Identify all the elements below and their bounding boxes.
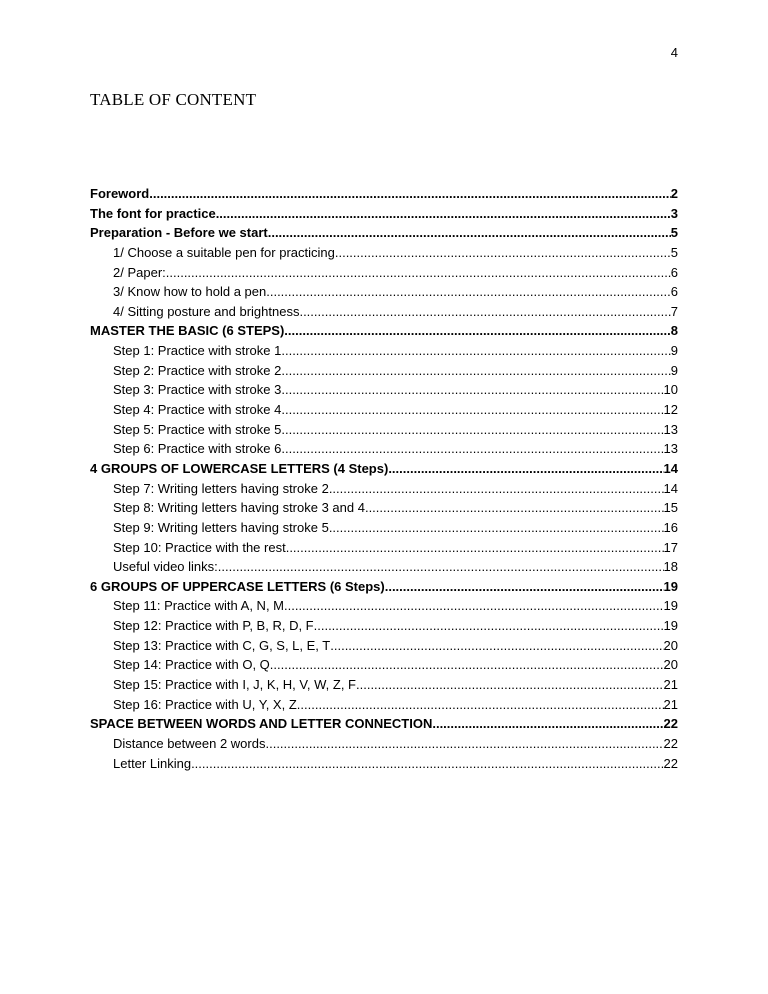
toc-entry-page-number: 13	[663, 421, 678, 437]
toc-entry-title: Step 7: Writing letters having stroke 2	[113, 480, 329, 496]
toc-subsection-entry[interactable]	[90, 695, 678, 715]
toc-dot-leader	[281, 420, 663, 440]
toc-dot-leader	[388, 459, 663, 479]
toc-subsection-entry[interactable]	[90, 498, 678, 518]
toc-entry-title: MASTER THE BASIC (6 STEPS)	[90, 323, 285, 339]
toc-subsection-entry[interactable]	[90, 400, 678, 420]
toc-dot-leader	[284, 596, 664, 616]
toc-entry-title: Foreword	[90, 186, 150, 201]
toc-subsection-entry[interactable]	[90, 439, 678, 459]
toc-section-entry[interactable]	[90, 714, 678, 734]
toc-subsection-entry[interactable]	[90, 302, 678, 322]
toc-dot-leader	[218, 557, 664, 577]
toc-entry-page-number: 14	[663, 460, 678, 476]
toc-entry-title: Step 9: Writing letters having stroke 5	[113, 519, 329, 535]
toc-entry-title: 1/ Choose a suitable pen for practicing	[113, 244, 335, 260]
toc-entry-title: 2/ Paper:	[113, 264, 166, 280]
toc-entry-title: Preparation - Before we start	[90, 225, 268, 241]
toc-entry-title: Step 2: Practice with stroke 2	[113, 362, 282, 378]
toc-entry-page-number: 22	[663, 755, 678, 771]
toc-entry-page-number: 8	[670, 323, 678, 339]
toc-entry-page-number: 9	[670, 343, 678, 359]
toc-section-entry[interactable]	[90, 321, 678, 341]
toc-dot-leader	[314, 616, 664, 636]
toc-subsection-entry[interactable]	[90, 557, 678, 577]
toc-entry-title: 4/ Sitting posture and brightness	[113, 303, 300, 319]
toc-subsection-entry[interactable]	[90, 479, 678, 499]
toc-section-entry[interactable]	[90, 204, 678, 224]
toc-entry-page-number: 6	[670, 284, 678, 300]
toc-entry-title: 6 GROUPS OF UPPERCASE LETTERS (6 Steps)	[90, 578, 385, 594]
toc-subsection-entry[interactable]	[90, 282, 678, 302]
toc-entry-title: Step 10: Practice with the rest	[113, 539, 286, 555]
toc-dot-leader	[166, 263, 671, 283]
toc-entry-title: Step 13: Practice with C, G, S, L, E, T	[113, 637, 331, 653]
toc-section-entry[interactable]	[90, 459, 678, 479]
toc-entry-title: Step 8: Writing letters having stroke 3 and 4	[113, 500, 365, 516]
toc-entry-page-number: 5	[670, 244, 678, 260]
toc-dot-leader	[330, 636, 663, 656]
toc-subsection-entry[interactable]	[90, 341, 678, 361]
toc-entry-title: Step 12: Practice with P, B, R, D, F	[113, 618, 314, 634]
toc-dot-leader	[281, 341, 670, 361]
toc-entry-page-number: 10	[663, 382, 678, 398]
toc-dot-leader	[270, 655, 664, 675]
toc-entry-title: Step 1: Practice with stroke 1	[113, 343, 282, 359]
toc-dot-leader	[281, 400, 663, 420]
toc-entry-title: Step 4: Practice with stroke 4	[113, 402, 282, 418]
toc-entry-title: Step 15: Practice with I, J, K, H, V, W, Z, F	[113, 677, 356, 693]
toc-entry-page-number: 22	[663, 735, 678, 751]
toc-entry-title: Step 5: Practice with stroke 5	[113, 421, 282, 437]
toc-section-entry[interactable]	[90, 184, 678, 204]
toc-dot-leader	[265, 734, 663, 754]
toc-subsection-entry[interactable]	[90, 380, 678, 400]
toc-entry-title: Distance between 2 words	[113, 735, 266, 751]
toc-entry-title: Useful video links:	[113, 559, 218, 575]
toc-entry-title: The font for practice	[90, 205, 216, 221]
toc-entry-page-number: 12	[663, 402, 678, 418]
toc-entry-title: Step 6: Practice with stroke 6	[113, 441, 282, 457]
toc-dot-leader	[365, 498, 664, 518]
toc-entry-page-number: 19	[663, 598, 678, 614]
toc-entry-title: 3/ Know how to hold a pen	[113, 284, 267, 300]
toc-dot-leader	[191, 754, 663, 774]
toc-entry-page-number: 2	[670, 186, 678, 201]
toc-dot-leader	[335, 243, 671, 263]
toc-heading: TABLE OF CONTENT	[90, 90, 257, 109]
toc-entry-title: Letter Linking	[113, 755, 192, 771]
toc-dot-leader	[297, 695, 664, 715]
toc-subsection-entry[interactable]	[90, 734, 678, 754]
toc-dot-leader	[281, 361, 670, 381]
toc-entry-page-number: 18	[663, 559, 678, 575]
toc-dot-leader	[281, 439, 663, 459]
toc-entry-page-number: 22	[663, 716, 678, 732]
toc-dot-leader	[216, 204, 671, 224]
toc-subsection-entry[interactable]	[90, 655, 678, 675]
toc-dot-leader	[284, 321, 670, 341]
toc-entry-page-number: 19	[663, 578, 678, 594]
toc-section-entry[interactable]	[90, 577, 678, 597]
toc-entry-page-number: 9	[670, 362, 678, 378]
toc-entry-title: SPACE BETWEEN WORDS AND LETTER CONNECTION	[90, 716, 433, 732]
toc-subsection-entry[interactable]	[90, 420, 678, 440]
toc-entry-page-number: 15	[663, 500, 678, 516]
toc-entry-page-number: 13	[663, 441, 678, 457]
toc-dot-leader	[286, 538, 664, 558]
toc-entry-title: Step 11: Practice with A, N, M	[113, 598, 284, 614]
toc-entry-page-number: 5	[670, 225, 678, 241]
toc-subsection-entry[interactable]	[90, 361, 678, 381]
toc-subsection-entry[interactable]	[90, 636, 678, 656]
toc-dot-leader	[266, 282, 671, 302]
toc-dot-leader	[356, 675, 664, 695]
toc-entry-title: Step 16: Practice with U, Y, X, Z	[113, 696, 297, 712]
toc-dot-leader	[281, 380, 663, 400]
toc-entry-page-number: 19	[663, 618, 678, 634]
toc-subsection-entry[interactable]	[90, 675, 678, 695]
toc-entry-page-number: 6	[670, 264, 678, 280]
table-of-contents	[90, 184, 678, 773]
toc-subsection-entry[interactable]	[90, 754, 678, 774]
toc-section-entry[interactable]	[90, 223, 678, 243]
toc-entry-page-number: 21	[663, 677, 678, 693]
toc-dot-leader	[385, 577, 664, 597]
toc-entry-page-number: 20	[663, 637, 678, 653]
toc-dot-leader	[299, 302, 670, 322]
toc-subsection-entry[interactable]	[90, 616, 678, 636]
toc-dot-leader	[329, 479, 664, 499]
toc-entry-page-number: 20	[663, 657, 678, 673]
toc-dot-leader	[432, 714, 663, 734]
toc-entry-page-number: 16	[663, 519, 678, 535]
toc-subsection-entry[interactable]	[90, 596, 678, 616]
toc-entry-title: 4 GROUPS OF LOWERCASE LETTERS (4 Steps)	[90, 460, 389, 476]
toc-subsection-entry[interactable]	[90, 538, 678, 558]
toc-entry-page-number: 7	[670, 303, 678, 319]
page-number: 4	[670, 45, 678, 60]
toc-dot-leader	[268, 223, 671, 243]
toc-entry-title: Step 3: Practice with stroke 3	[113, 382, 282, 398]
toc-dot-leader	[149, 184, 671, 204]
toc-subsection-entry[interactable]	[90, 518, 678, 538]
toc-entry-page-number: 14	[663, 480, 678, 496]
toc-entry-page-number: 3	[670, 205, 678, 221]
toc-subsection-entry[interactable]	[90, 263, 678, 283]
toc-entry-page-number: 21	[663, 696, 678, 712]
toc-dot-leader	[329, 518, 664, 538]
toc-subsection-entry[interactable]	[90, 243, 678, 263]
toc-entry-title: Step 14: Practice with O, Q	[113, 657, 270, 673]
toc-entry-page-number: 17	[663, 539, 678, 555]
